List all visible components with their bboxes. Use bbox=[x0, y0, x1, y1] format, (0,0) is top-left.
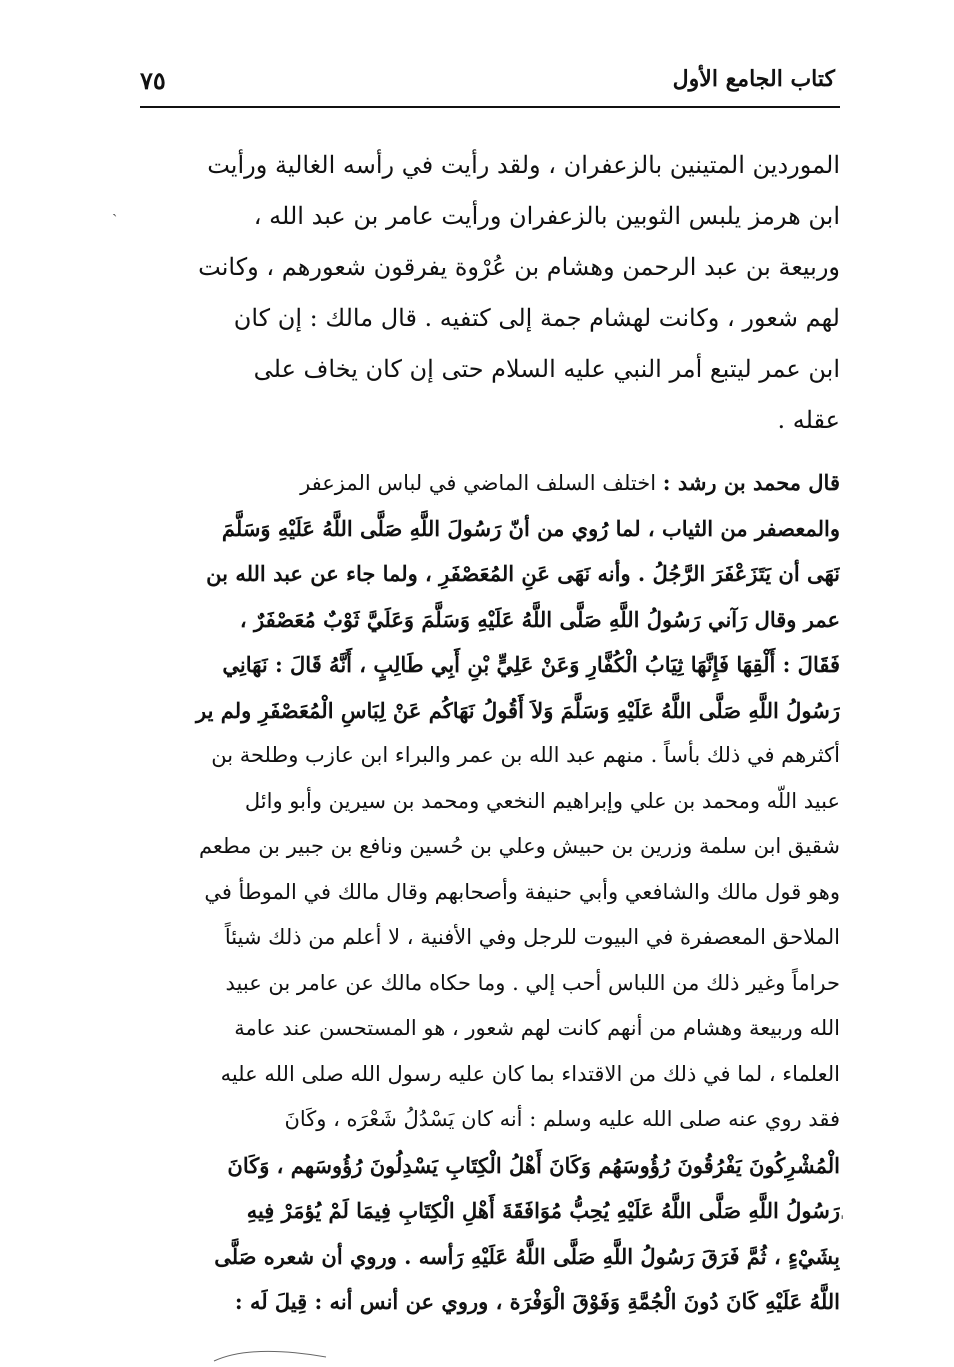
hadith-line: رَسُولُ اللَّهِ صَلَّى اللَّهُ عَلَيْهِ يُحِبُّ مُوَافَقَةَ أَهْلِ الْكِتَابِ فِيمَا لَمْ يُؤمَرْ فِيهِ bbox=[246, 1198, 840, 1223]
hadith-line: فَقَالَ : أَلْقِهَا فَإِنَّهَا ثِيَابُ الْكُفَّارِ وَعَنْ عَلِيٍّ بْنِ أَبِي طَالِبٍ ، أَنَّهُ قَالَ : نَهَانِي bbox=[222, 652, 840, 677]
text-line: شقيق ابن سلمة وزرين بن حبيش وعلي بن حُسين ونافع بن جبير بن مطعم bbox=[198, 834, 840, 858]
text-line: الموردين المتينين بالزعفران ، ولقد رأيت في رأسه الغالية ورأيت bbox=[207, 151, 840, 179]
text-line: وربيعة بن عبد الرحمن وهشام بن عُرْوة يفرقون شعورهم ، وكانت bbox=[198, 253, 840, 281]
hadith-line: الْمُشْرِكُونَ يَفْرُقُونَ رُؤُوسَهُم وَكَانَ أَهْلُ الْكِتَابِ يَسْدِلُونَ رُؤُوسَهم ، وَكَانَ bbox=[227, 1152, 840, 1178]
hadith-line: والمعصفر من الثياب ، لما رُوي من أنّ رَسُولَ اللَّهِ صَلَّى اللَّهُ عَلَيْهِ وَسَلَّمَ bbox=[221, 515, 840, 541]
page-number: ٧٥ bbox=[140, 66, 166, 95]
text-line: وهو قول مالك والشافعي وأبي حنيفة وأصحابهم وقال مالك في الموطأ في bbox=[204, 879, 840, 904]
page-header bbox=[140, 66, 835, 106]
text-line: لهم شعور ، وكانت لهشام جمة إلى كتفيه . قال مالك : إن كان bbox=[233, 304, 840, 332]
text-line: عبيد اللّه ومحمد بن علي وإبراهيم النخعي ومحمد بن سيرين وأبو وائل bbox=[244, 788, 840, 813]
text-line: ابن هرمز يلبس الثوبين بالزعفران ورأيت عامر بن عبد الله ، bbox=[253, 202, 840, 230]
text-line: العلماء ، لما في ذلك من الاقتداء بما كان عليه رسول الله صلى الله عليه bbox=[220, 1061, 840, 1086]
commentator-heading: قال محمد بن رشد : bbox=[662, 470, 840, 495]
text-line: ابن عمر ليتبع أمر النبي عليه السلام حتى إن كان يخاف على bbox=[253, 355, 840, 383]
paragraph-mudawwana bbox=[138, 140, 840, 446]
text-line: أكثرهم في ذلك بأساً . منهم عبد الله بن عمر والبراء ابن عازب وطلحة بن bbox=[211, 743, 840, 767]
hadith-line: اللَّهُ عَلَيْهِ كَانَ دُونَ الْجُمَّةِ وَفَوْقَ الْوَفْرَة ، وروي عن أنس أنه : قِيلَ لَه : bbox=[234, 1289, 840, 1314]
text-line: عقله . bbox=[777, 406, 840, 434]
hadith-line: بِشَيْءٍ ، ثُمَّ فَرَقَ رَسُولُ اللَّهِ صَلَّى اللَّهُ عَلَيْهِ رَأسه . وروي أن شعره صَلَّى bbox=[214, 1243, 840, 1269]
text-line bbox=[138, 460, 840, 506]
header-divider bbox=[140, 106, 840, 108]
bottom-pencil-mark bbox=[210, 1345, 330, 1365]
hadith-line: رَسُولُ اللَّهِ صَلَّى اللَّهُ عَلَيْهِ وَسَلَّمَ وَلاَ أَقُولُ نَهَاكُم عَنْ لِبَاسِ الْمُعَصْفَرِ ولم ير bbox=[196, 697, 840, 723]
margin-mark: ˏ bbox=[112, 198, 118, 217]
body-text bbox=[138, 140, 840, 1325]
hadith-line: نَهَى أن يَتَزَعْفَرَ الرَّجُلُ . وأنه نَهَى عَنِ المُعَصْفَرِ ، ولما جاء عن عبد الله بن bbox=[206, 561, 840, 586]
text-line: الملاحق المعصفرة في البيوت للرجل وفي الأفنية ، لا أعلم من ذلك شيئاً bbox=[224, 925, 840, 949]
margin-mark: ˌ bbox=[840, 1202, 845, 1221]
text-line: الله وربيعة وهشام من أنهم كانت لهم شعور ، هو المستحسن عند عامة bbox=[234, 1016, 840, 1040]
text-line: فقد روي عنه صلى الله عليه وسلم : أنه كان يَسْدُلُ شَعْرَه ، وكَانَ bbox=[284, 1107, 840, 1131]
running-title: كتاب الجامع الأول bbox=[672, 66, 835, 92]
text-line-content: اختلف السلف الماضي في لباس المزعفر bbox=[300, 471, 657, 495]
paragraph-ibn-rushd-commentary bbox=[138, 460, 840, 1325]
hadith-line: عمر وقال رَآني رَسُولُ اللَّهِ صَلَّى اللَّهُ عَلَيْهِ وَسَلَّمَ وَعَلَيَّ ثَوْبٌ مُعَصْفَرٌ ، bbox=[239, 606, 840, 632]
text-line: حراماً وغير ذلك من اللباس أحب إلي . وما حكاه مالك عن عامر بن عبيد bbox=[225, 970, 840, 995]
